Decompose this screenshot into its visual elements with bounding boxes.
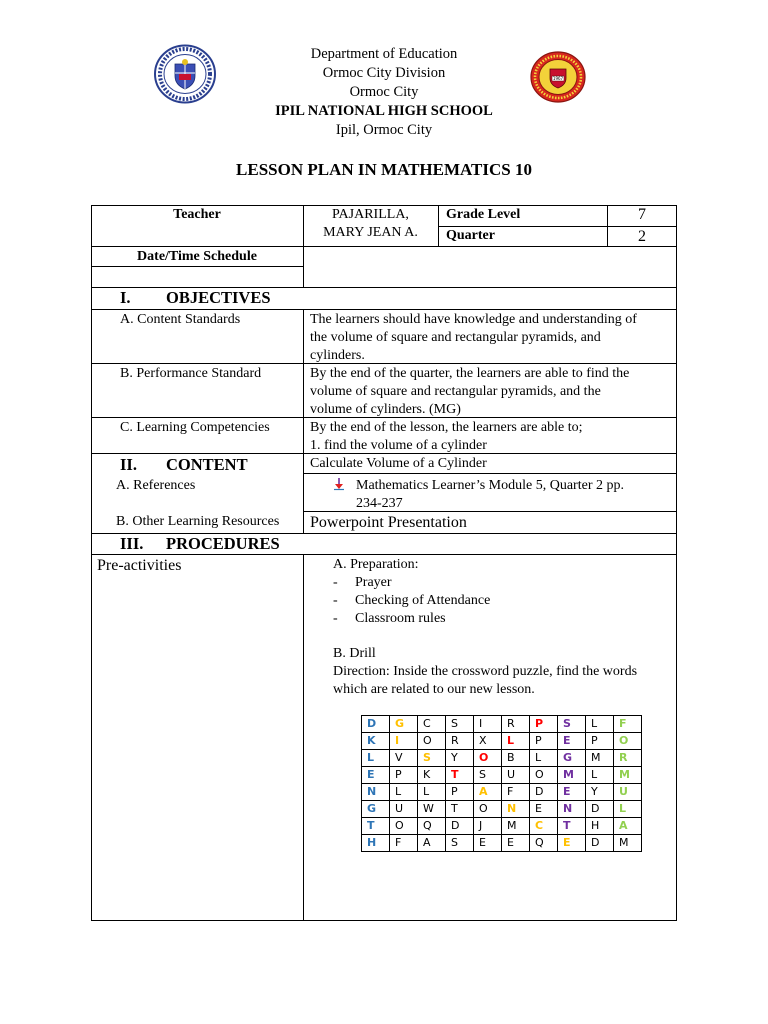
school-seal-year: 1967 bbox=[552, 76, 564, 82]
puzzle-cell: E bbox=[530, 801, 558, 818]
puzzle-cell: O bbox=[418, 733, 446, 750]
page-title: LESSON PLAN IN MATHEMATICS 10 bbox=[236, 160, 532, 179]
prep-item-attendance: - Checking of Attendance bbox=[333, 593, 491, 608]
learning-competencies-line1: By the end of the lesson, the learners are able to; bbox=[310, 420, 583, 435]
learning-competencies-line2: 1. find the volume of a cylinder bbox=[310, 438, 487, 453]
puzzle-row bbox=[362, 767, 642, 784]
puzzle-cell: E bbox=[474, 835, 502, 852]
content-standards-label: A. Content Standards bbox=[120, 312, 241, 327]
teacher-name-line1: PAJARILLA, bbox=[332, 207, 409, 222]
puzzle-cell: M bbox=[614, 835, 642, 852]
puzzle-row bbox=[362, 750, 642, 767]
drill-direction-line1: Direction: Inside the crossword puzzle, find the words bbox=[333, 664, 638, 679]
puzzle-cell: G bbox=[362, 801, 390, 818]
pre-activities-label: Pre-activities bbox=[97, 557, 182, 574]
puzzle-cell: O bbox=[390, 818, 418, 835]
other-resources-label: B. Other Learning Resources bbox=[116, 514, 280, 529]
puzzle-cell: T bbox=[558, 818, 586, 835]
city-name: Ormoc City bbox=[349, 84, 419, 100]
puzzle-cell: M bbox=[586, 750, 614, 767]
puzzle-cell: V bbox=[390, 750, 418, 767]
puzzle-cell: A bbox=[474, 784, 502, 801]
puzzle-cell: D bbox=[586, 801, 614, 818]
puzzle-cell: L bbox=[418, 784, 446, 801]
puzzle-cell: T bbox=[446, 801, 474, 818]
bullet-arrow-icon bbox=[333, 477, 345, 497]
school-address: Ipil, Ormoc City bbox=[335, 122, 433, 138]
content-topic: Calculate Volume of a Cylinder bbox=[310, 456, 487, 471]
puzzle-cell: N bbox=[502, 801, 530, 818]
puzzle-row bbox=[362, 784, 642, 801]
puzzle-cell: D bbox=[362, 716, 390, 733]
preparation-heading: A. Preparation: bbox=[333, 557, 419, 572]
puzzle-cell: N bbox=[362, 784, 390, 801]
puzzle-row bbox=[362, 716, 642, 733]
puzzle-cell: U bbox=[614, 784, 642, 801]
performance-standard-line3: volume of cylinders. (MG) bbox=[310, 402, 461, 417]
performance-standard-line1: By the end of the quarter, the learners are able to find the bbox=[310, 366, 630, 381]
teacher-name-line2: MARY JEAN A. bbox=[323, 225, 418, 240]
procedures-heading: PROCEDURES bbox=[166, 534, 280, 553]
puzzle-cell: P bbox=[530, 716, 558, 733]
puzzle-cell: L bbox=[586, 716, 614, 733]
procedures-numeral: III. bbox=[120, 534, 144, 553]
references-label: A. References bbox=[116, 478, 196, 493]
puzzle-cell: O bbox=[614, 733, 642, 750]
performance-standard-label: B. Performance Standard bbox=[120, 366, 262, 381]
puzzle-cell: I bbox=[474, 716, 502, 733]
content-numeral: II. bbox=[120, 455, 137, 474]
prep-item-rules: - Classroom rules bbox=[333, 611, 446, 626]
grade-level-value: 7 bbox=[638, 206, 646, 223]
puzzle-cell: L bbox=[530, 750, 558, 767]
puzzle-cell: F bbox=[502, 784, 530, 801]
puzzle-cell: Y bbox=[446, 750, 474, 767]
puzzle-cell: P bbox=[586, 733, 614, 750]
puzzle-cell: I bbox=[390, 733, 418, 750]
puzzle-cell: B bbox=[502, 750, 530, 767]
puzzle-cell: O bbox=[474, 750, 502, 767]
objectives-numeral: I. bbox=[120, 288, 131, 307]
school-name: IPIL NATIONAL HIGH SCHOOL bbox=[275, 103, 493, 119]
puzzle-cell: S bbox=[446, 716, 474, 733]
puzzle-cell: T bbox=[446, 767, 474, 784]
puzzle-cell: U bbox=[390, 801, 418, 818]
puzzle-cell: Q bbox=[418, 818, 446, 835]
puzzle-cell: L bbox=[362, 750, 390, 767]
puzzle-row bbox=[362, 801, 642, 818]
puzzle-cell: R bbox=[614, 750, 642, 767]
puzzle-cell: O bbox=[474, 801, 502, 818]
puzzle-cell: S bbox=[474, 767, 502, 784]
drill-heading: B. Drill bbox=[333, 646, 376, 661]
puzzle-row bbox=[362, 835, 642, 852]
puzzle-cell: C bbox=[530, 818, 558, 835]
puzzle-cell: S bbox=[446, 835, 474, 852]
puzzle-cell: N bbox=[558, 801, 586, 818]
puzzle-cell: E bbox=[502, 835, 530, 852]
puzzle-cell: E bbox=[558, 733, 586, 750]
puzzle-cell: K bbox=[362, 733, 390, 750]
puzzle-cell: G bbox=[390, 716, 418, 733]
puzzle-cell: P bbox=[530, 733, 558, 750]
department-name: Department of Education bbox=[310, 46, 458, 62]
puzzle-cell: F bbox=[614, 716, 642, 733]
puzzle-cell: C bbox=[418, 716, 446, 733]
puzzle-cell: O bbox=[530, 767, 558, 784]
puzzle-cell: L bbox=[586, 767, 614, 784]
puzzle-cell: M bbox=[614, 767, 642, 784]
puzzle-row bbox=[362, 818, 642, 835]
puzzle-cell: Q bbox=[530, 835, 558, 852]
puzzle-cell: A bbox=[418, 835, 446, 852]
puzzle-cell: M bbox=[502, 818, 530, 835]
puzzle-cell: T bbox=[362, 818, 390, 835]
learning-competencies-label: C. Learning Competencies bbox=[120, 420, 270, 435]
puzzle-cell: J bbox=[474, 818, 502, 835]
content-standards-line2: the volume of square and rectangular pyramids, and bbox=[310, 330, 601, 345]
drill-direction-line2: which are related to our new lesson. bbox=[333, 682, 535, 697]
puzzle-cell: Y bbox=[586, 784, 614, 801]
puzzle-cell: A bbox=[614, 818, 642, 835]
puzzle-cell: E bbox=[362, 767, 390, 784]
puzzle-cell: L bbox=[614, 801, 642, 818]
content-heading: CONTENT bbox=[166, 455, 248, 474]
performance-standard-line2: volume of square and rectangular pyramids, and the bbox=[310, 384, 601, 399]
puzzle-cell: D bbox=[586, 835, 614, 852]
puzzle-cell: S bbox=[558, 716, 586, 733]
references-line2: 234-237 bbox=[356, 496, 403, 511]
puzzle-cell: U bbox=[502, 767, 530, 784]
content-standards-line3: cylinders. bbox=[310, 348, 365, 363]
puzzle-cell: X bbox=[474, 733, 502, 750]
division-name: Ormoc City Division bbox=[322, 65, 446, 81]
puzzle-cell: D bbox=[530, 784, 558, 801]
puzzle-cell: R bbox=[502, 716, 530, 733]
quarter-label: Quarter bbox=[446, 228, 495, 243]
other-resources-text: Powerpoint Presentation bbox=[310, 514, 467, 531]
puzzle-cell: F bbox=[390, 835, 418, 852]
puzzle-cell: E bbox=[558, 784, 586, 801]
puzzle-cell: E bbox=[558, 835, 586, 852]
puzzle-cell: H bbox=[586, 818, 614, 835]
puzzle-cell: D bbox=[446, 818, 474, 835]
puzzle-cell: G bbox=[558, 750, 586, 767]
references-line1: Mathematics Learner’s Module 5, Quarter 2 pp. bbox=[356, 478, 624, 493]
letterhead bbox=[0, 45, 768, 140]
objectives-heading: OBJECTIVES bbox=[166, 288, 271, 307]
puzzle-cell: S bbox=[418, 750, 446, 767]
puzzle-cell: W bbox=[418, 801, 446, 818]
puzzle-cell: P bbox=[446, 784, 474, 801]
puzzle-cell: L bbox=[390, 784, 418, 801]
puzzle-cell: L bbox=[502, 733, 530, 750]
schedule-label: Date/Time Schedule bbox=[137, 249, 257, 264]
content-standards-line1: The learners should have knowledge and understanding of bbox=[310, 312, 637, 327]
puzzle-cell: M bbox=[558, 767, 586, 784]
puzzle-cell: R bbox=[446, 733, 474, 750]
grade-level-label: Grade Level bbox=[446, 207, 521, 222]
puzzle-cell: P bbox=[390, 767, 418, 784]
word-search-puzzle bbox=[361, 715, 642, 852]
teacher-label: Teacher bbox=[173, 207, 221, 222]
prep-item-prayer: - Prayer bbox=[333, 575, 392, 590]
puzzle-cell: K bbox=[418, 767, 446, 784]
puzzle-cell: H bbox=[362, 835, 390, 852]
puzzle-row bbox=[362, 733, 642, 750]
quarter-value: 2 bbox=[638, 228, 646, 245]
